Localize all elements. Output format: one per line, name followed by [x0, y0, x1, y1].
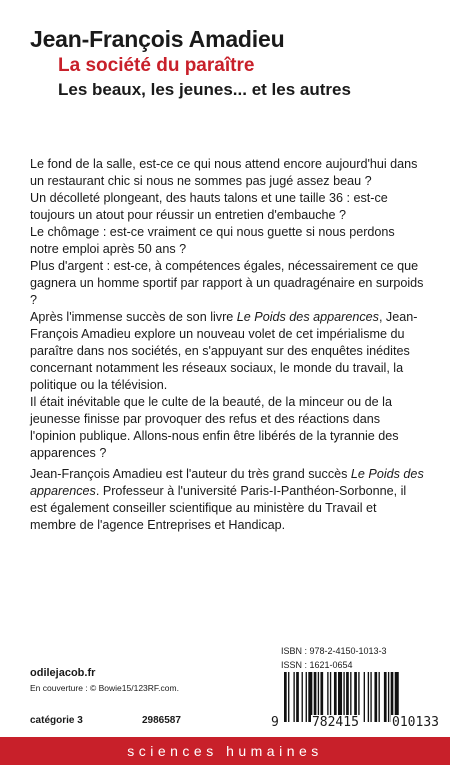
blurb-paragraph: Un décolleté plongeant, des hauts talons et une taille 36 : est-ce toujours un atout pour réussir un entretien d'embauche ?: [30, 191, 388, 222]
barcode-left-digits: 782415: [311, 715, 359, 730]
bio-paragraph: [30, 466, 426, 534]
back-cover-blurb: [30, 156, 426, 462]
book-subtitle: Les beaux, les jeunes... et les autres: [58, 80, 351, 99]
barcode-first-digit: 9: [271, 715, 279, 730]
blurb-book-title: Le Poids des apparences: [236, 310, 379, 324]
book-title: La société du paraître: [58, 55, 255, 76]
author-name: Jean-François Amadieu: [30, 26, 285, 52]
author-bio: [30, 466, 426, 534]
blurb-text: , Jean-François Amadieu explore un nouveau volet de cet impérialisme du paraître dans nos sociétés, en s'appuyant sur des enquêtes inédites concernant notamment les réseaux sociaux, le monde du travail, la politique ou la télévision.: [30, 310, 418, 392]
isbn-block: [281, 644, 387, 672]
blurb-paragraph: Il était inévitable que le culte de la beauté, de la minceur ou de la jeunesse finisse par provoquer des refus et des réactions dans l'opinion publique. Allons-nous enfin être libérés de la tyrannie des apparences ?: [30, 395, 399, 460]
price-category: catégorie 3: [30, 715, 83, 726]
blurb-paragraph: Le chômage : est-ce vraiment ce qui nous guette si nous perdons notre emploi après 50 ans ?: [30, 225, 395, 256]
issn-number: ISSN : 1621-0654: [281, 660, 353, 670]
blurb-paragraph: Plus d'argent : est-ce, à compétences égales, nécessairement ce que gagnera un homme sportif par rapport à un quadragénaire en surpoids ?: [30, 259, 424, 307]
bio-text: Jean-François Amadieu est l'auteur du très grand succès: [30, 467, 351, 481]
cover-credit: En couverture : © Bowie15/123RF.com.: [30, 683, 179, 693]
bio-book-title: Le Poids des apparences: [30, 467, 424, 498]
publisher-website: odilejacob.fr: [30, 667, 96, 679]
blurb-paragraph: Le fond de la salle, est-ce ce qui nous attend encore aujourd'hui dans un restaurant chic si nous ne sommes pas jugé assez beau ?: [30, 157, 418, 188]
isbn-number: ISBN : 978-2-4150-1013-3: [281, 646, 387, 656]
barcode-right-digits: 010133: [392, 715, 439, 730]
bio-text: . Professeur à l'université Paris-I-Panthéon-Sorbonne, il est également conseiller scientifique au ministère du Travail et membre de l'agence Entreprises et Handicap.: [30, 484, 407, 532]
series-banner: sciences humaines: [0, 737, 450, 765]
blurb-paragraph-book: [30, 309, 426, 394]
product-code: 2986587: [142, 715, 181, 726]
blurb-text: Après l'immense succès de son livre: [30, 310, 237, 324]
barcode-digits: [270, 715, 440, 730]
